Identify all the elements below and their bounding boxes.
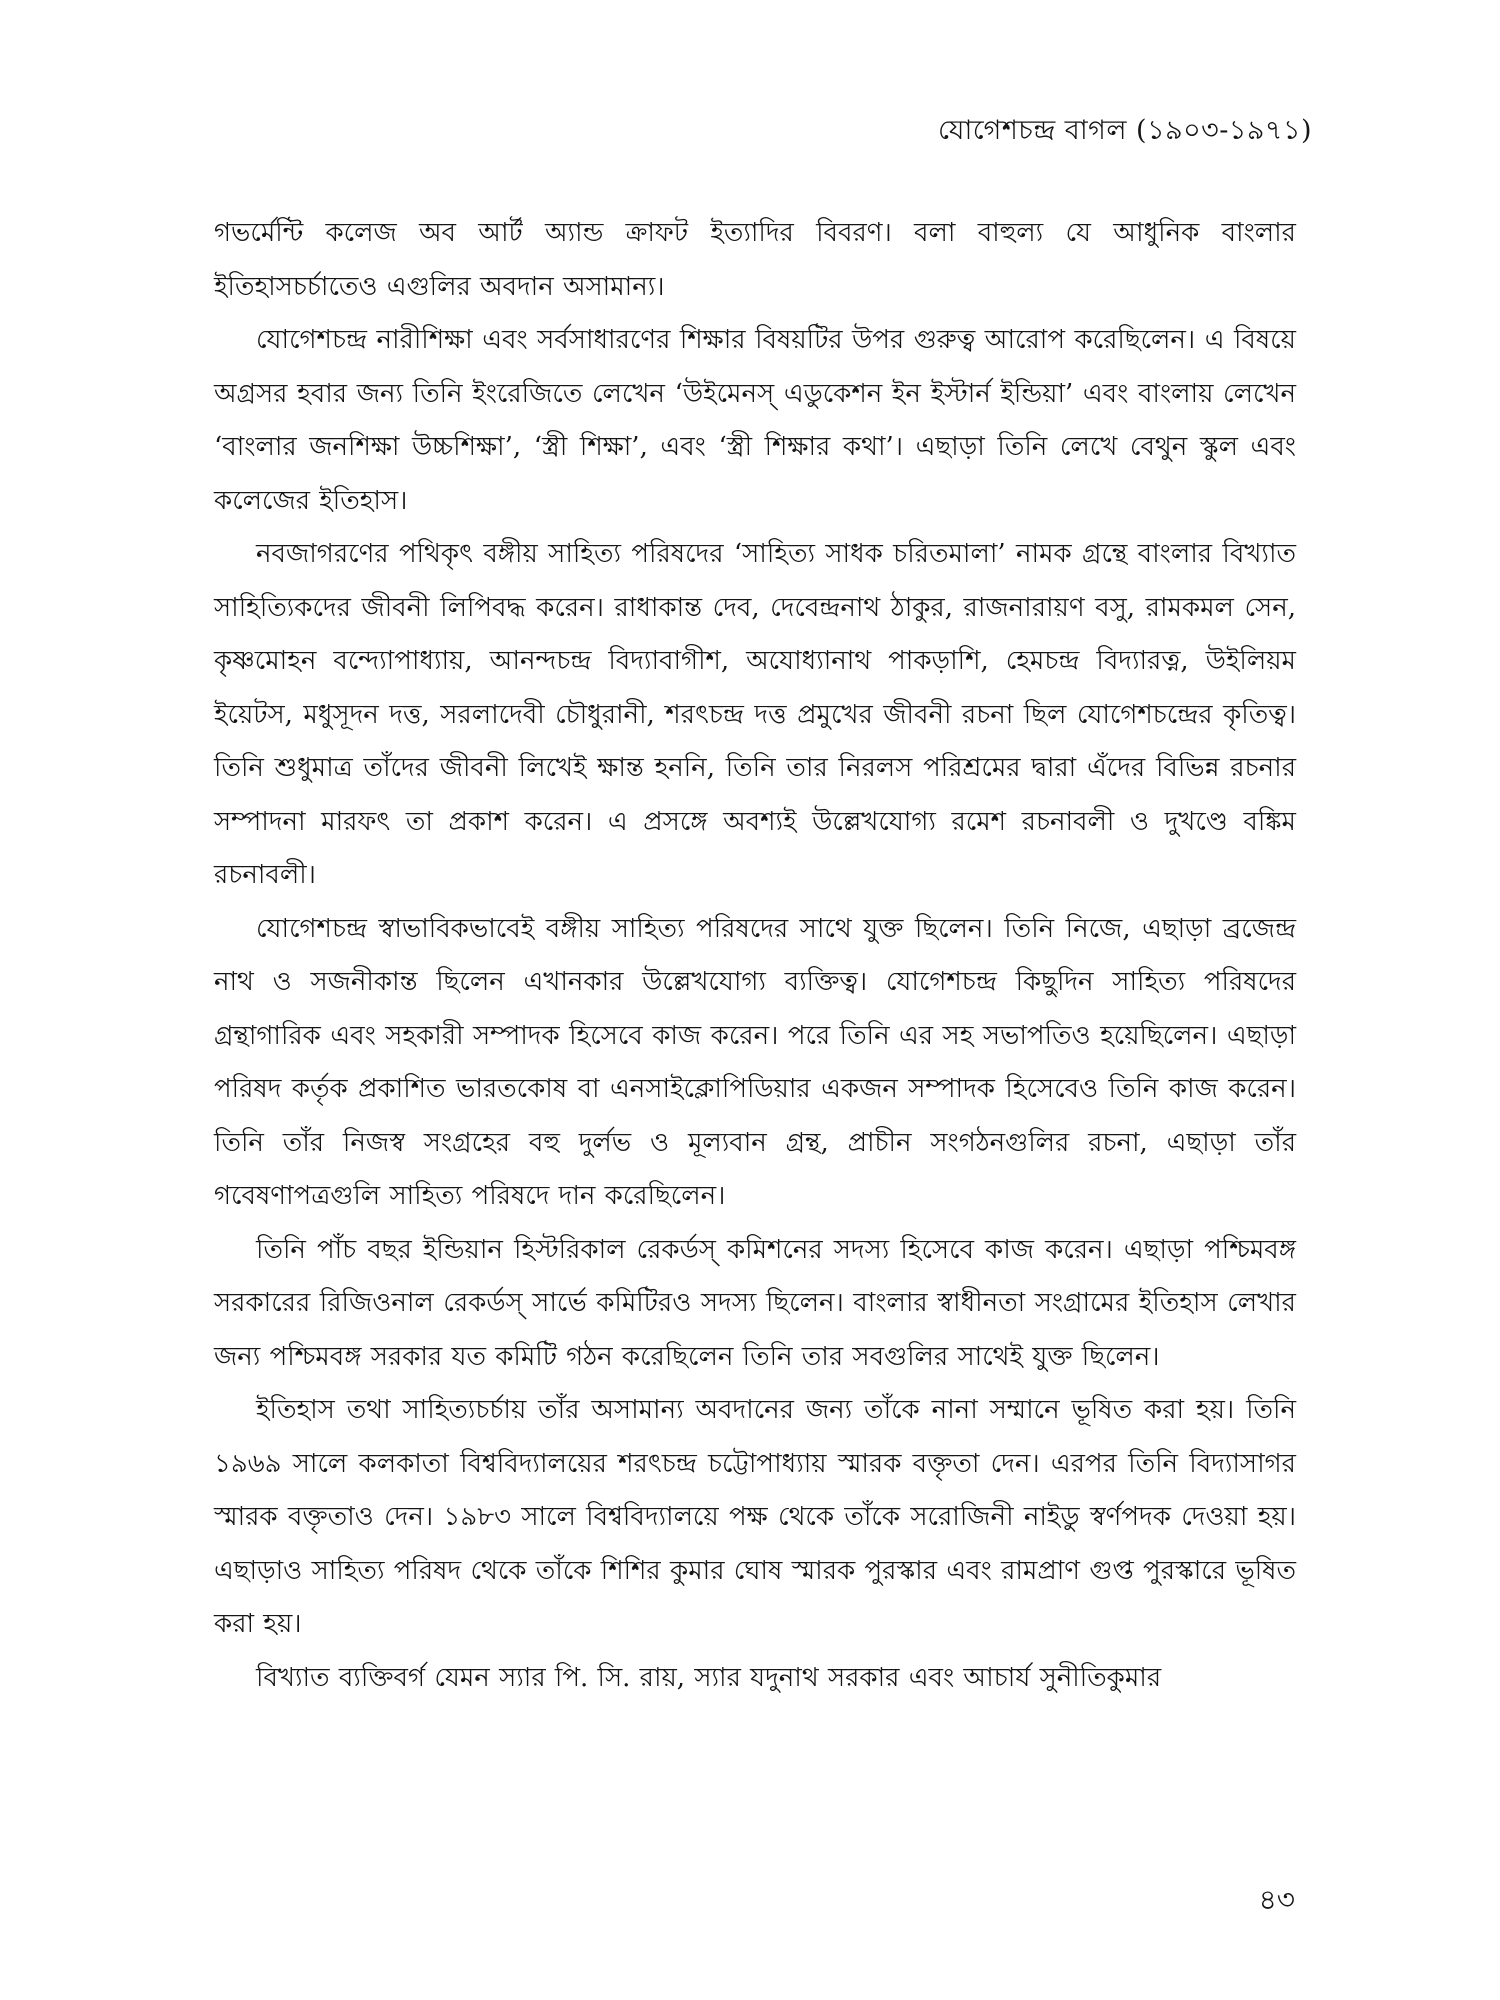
running-header: যোগেশচন্দ্র বাগল (১৯০৩-১৯৭১)	[937, 115, 1312, 146]
paragraph-biographies: নবজাগরণের পথিকৃৎ বঙ্গীয় সাহিত্য পরিষদের ‘সাহিত্য সাধক চরিতমালা’ নামক গ্রন্থে বাংলার বিখ্যাত সাহিত্যিকদের জীবনী লিপিবদ্ধ করেন। রাধাকান্ত দেব, দেবেন্দ্রনাথ ঠাকুর, রাজনারায়ণ বসু, রামকমল সেন, কৃষ্ণমোহন বন্দ্যোপাধ্যায়, আনন্দচন্দ্র বিদ্যাবাগীশ, অযোধ্যানাথ পাকড়াশি, হেমচন্দ্র বিদ্যারত্ন, উইলিয়ম ইয়েটস, মধুসূদন দত্ত, সরলাদেবী চৌধুরানী, শরৎচন্দ্র দত্ত প্রমুখের জীবনী রচনা ছিল যোগেশচন্দ্রের কৃতিত্ব। তিনি শুধুমাত্র তাঁদের জীবনী লিখেই ক্ষান্ত হননি, তিনি তার নিরলস পরিশ্রমের দ্বারা এঁদের বিভিন্ন রচনার সম্পাদনা মারফৎ তা প্রকাশ করেন। এ প্রসঙ্গে অবশ্যই উল্লেখযোগ্য রমেশ রচনাবলী ও দুখণ্ডে বঙ্কিম রচনাবলী।	[214, 539, 1296, 890]
paragraph-honours: ইতিহাস তথা সাহিত্যচর্চায় তাঁর অসামান্য অবদানের জন্য তাঁকে নানা সম্মানে ভূষিত করা হয়। তিনি ১৯৬৯ সালে কলকাতা বিশ্ববিদ্যালয়ের শরৎচন্দ্র চট্টোপাধ্যায় স্মারক বক্তৃতা দেন। এরপর তিনি বিদ্যাসাগর স্মারক বক্তৃতাও দেন। ১৯৮৩ সালে বিশ্ববিদ্যালয়ে পক্ষ থেকে তাঁকে সরোজিনী নাইডু স্বর্ণপদক দেওয়া হয়। এছাড়াও সাহিত্য পরিষদ থেকে তাঁকে শিশির কুমার ঘোষ স্মারক পুরস্কার এবং রামপ্রাণ গুপ্ত পুরস্কারে ভূষিত করা হয়।	[214, 1395, 1296, 1639]
paragraph-records-commission: তিনি পাঁচ বছর ইন্ডিয়ান হিস্টরিকাল রেকর্ডস্ কমিশনের সদস্য হিসেবে কাজ করেন। এছাড়া পশ্চিমবঙ্গ সরকারের রিজিওনাল রেকর্ডস্ সার্ভে কমিটিরও সদস্য ছিলেন। বাংলার স্বাধীনতা সংগ্রামের ইতিহাস লেখার জন্য পশ্চিমবঙ্গ সরকার যত কমিটি গঠন করেছিলেন তিনি তার সবগুলির সাথেই যুক্ত ছিলেন।	[214, 1234, 1296, 1372]
body-text	[214, 207, 1296, 1705]
page-number: ৪৩	[1258, 1883, 1295, 1916]
paragraph-eminent-persons: বিখ্যাত ব্যক্তিবর্গ যেমন স্যার পি. সি. রায়, স্যার যদুনাথ সরকার এবং আচার্য সুনীতিকুমার	[256, 1662, 1162, 1693]
paragraph-women-education: যোগেশচন্দ্র নারীশিক্ষা এবং সর্বসাধারণের শিক্ষার বিষয়টির উপর গুরুত্ব আরোপ করেছিলেন। এ বিষয়ে অগ্রসর হবার জন্য তিনি ইংরেজিতে লেখেন ‘উইমেনস্ এডুকেশন ইন ইস্টার্ন ইন্ডিয়া’ এবং বাংলায় লেখেন ‘বাংলার জনশিক্ষা উচ্চশিক্ষা’, ‘স্ত্রী শিক্ষা’, এবং ‘স্ত্রী শিক্ষার কথা’। এছাড়া তিনি লেখে বেথুন স্কুল এবং কলেজের ইতিহাস।	[214, 325, 1296, 516]
paragraph-sahitya-parishad: যোগেশচন্দ্র স্বাভাবিকভাবেই বঙ্গীয় সাহিত্য পরিষদের সাথে যুক্ত ছিলেন। তিনি নিজে, এছাড়া ব্রজেন্দ্র নাথ ও সজনীকান্ত ছিলেন এখানকার উল্লেখযোগ্য ব্যক্তিত্ব। যোগেশচন্দ্র কিছুদিন সাহিত্য পরিষদের গ্রন্থাগারিক এবং সহকারী সম্পাদক হিসেবে কাজ করেন। পরে তিনি এর সহ সভাপতিও হয়েছিলেন। এছাড়া পরিষদ কর্তৃক প্রকাশিত ভারতকোষ বা এনসাইক্লোপিডিয়ার একজন সম্পাদক হিসেবেও তিনি কাজ করেন। তিনি তাঁর নিজস্ব সংগ্রহের বহু দুর্লভ ও মূল্যবান গ্রন্থ, প্রাচীন সংগঠনগুলির রচনা, এছাড়া তাঁর গবেষণাপত্রগুলি সাহিত্য পরিষদে দান করেছিলেন।	[214, 913, 1296, 1211]
paragraph-continued: গভর্মেন্টি কলেজ অব আর্ট অ্যান্ড ক্রাফট ইত্যাদির বিবরণ। বলা বাহুল্য যে আধুনিক বাংলার ইতিহাসচর্চাতেও এগুলির অবদান অসামান্য।	[214, 218, 1296, 302]
